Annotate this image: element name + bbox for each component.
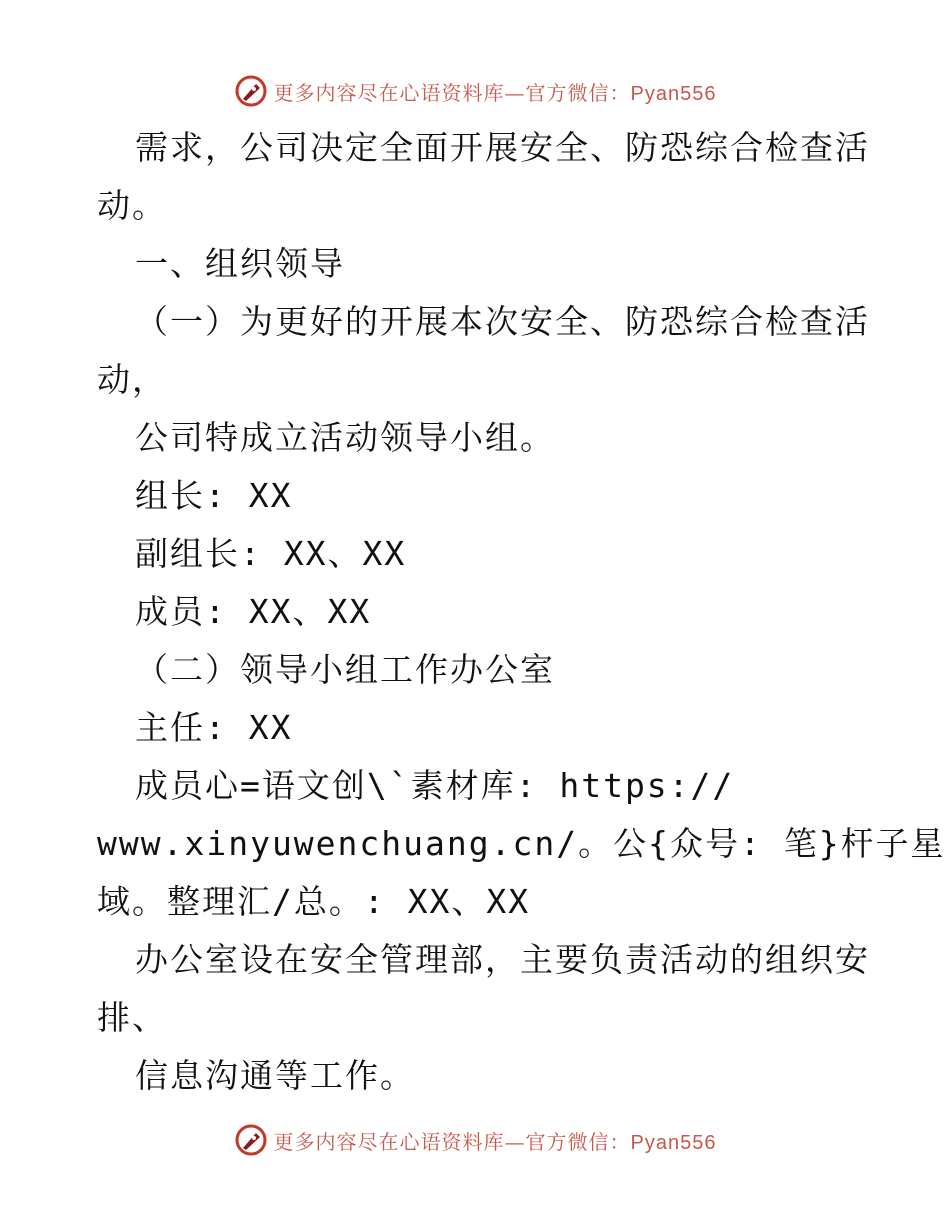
pen-nib-circle-logo-icon: [234, 74, 268, 108]
paragraph-line: 信息沟通等工作。: [135, 1056, 415, 1095]
paragraph-line: 动，: [97, 360, 167, 399]
paragraph-line: 成员: XX、XX: [135, 592, 372, 631]
paragraph-line: 办公室设在安全管理部，主要负责活动的组织安: [135, 940, 870, 979]
paragraph-line: 副组长: XX、XX: [135, 534, 407, 573]
paragraph-line: 组长: XX: [135, 476, 293, 515]
banner-text: 更多内容尽在心语资料库—官方微信：Pyan556: [273, 80, 717, 105]
paragraph-line: 排、: [97, 998, 167, 1037]
paragraph-line: 需求，公司决定全面开展安全、防恐综合检查活: [135, 128, 870, 167]
banner-text: 更多内容尽在心语资料库—官方微信：Pyan556: [273, 1129, 717, 1154]
paragraph-line: 主任: XX: [135, 708, 293, 747]
header-banner: [0, 71, 950, 111]
footer-banner: [0, 1120, 950, 1160]
paragraph-line: 动。: [97, 186, 167, 225]
paragraph-line: 成员心=语文创\`素材库: https://: [135, 766, 735, 805]
paragraph-line: www.xinyuwenchuang.cn/。公{众号: 笔}杆子星: [97, 824, 946, 863]
paragraph-line: 域。整理汇/总。: XX、XX: [97, 882, 531, 921]
pen-nib-circle-logo-icon: [234, 1123, 268, 1157]
paragraph-line: （一）为更好的开展本次安全、防恐综合检查活: [135, 302, 870, 341]
paragraph-line: （二）领导小组工作办公室: [135, 650, 555, 689]
paragraph-line: 公司特成立活动领导小组。: [135, 418, 555, 457]
section-heading: 一、组织领导: [135, 244, 345, 283]
